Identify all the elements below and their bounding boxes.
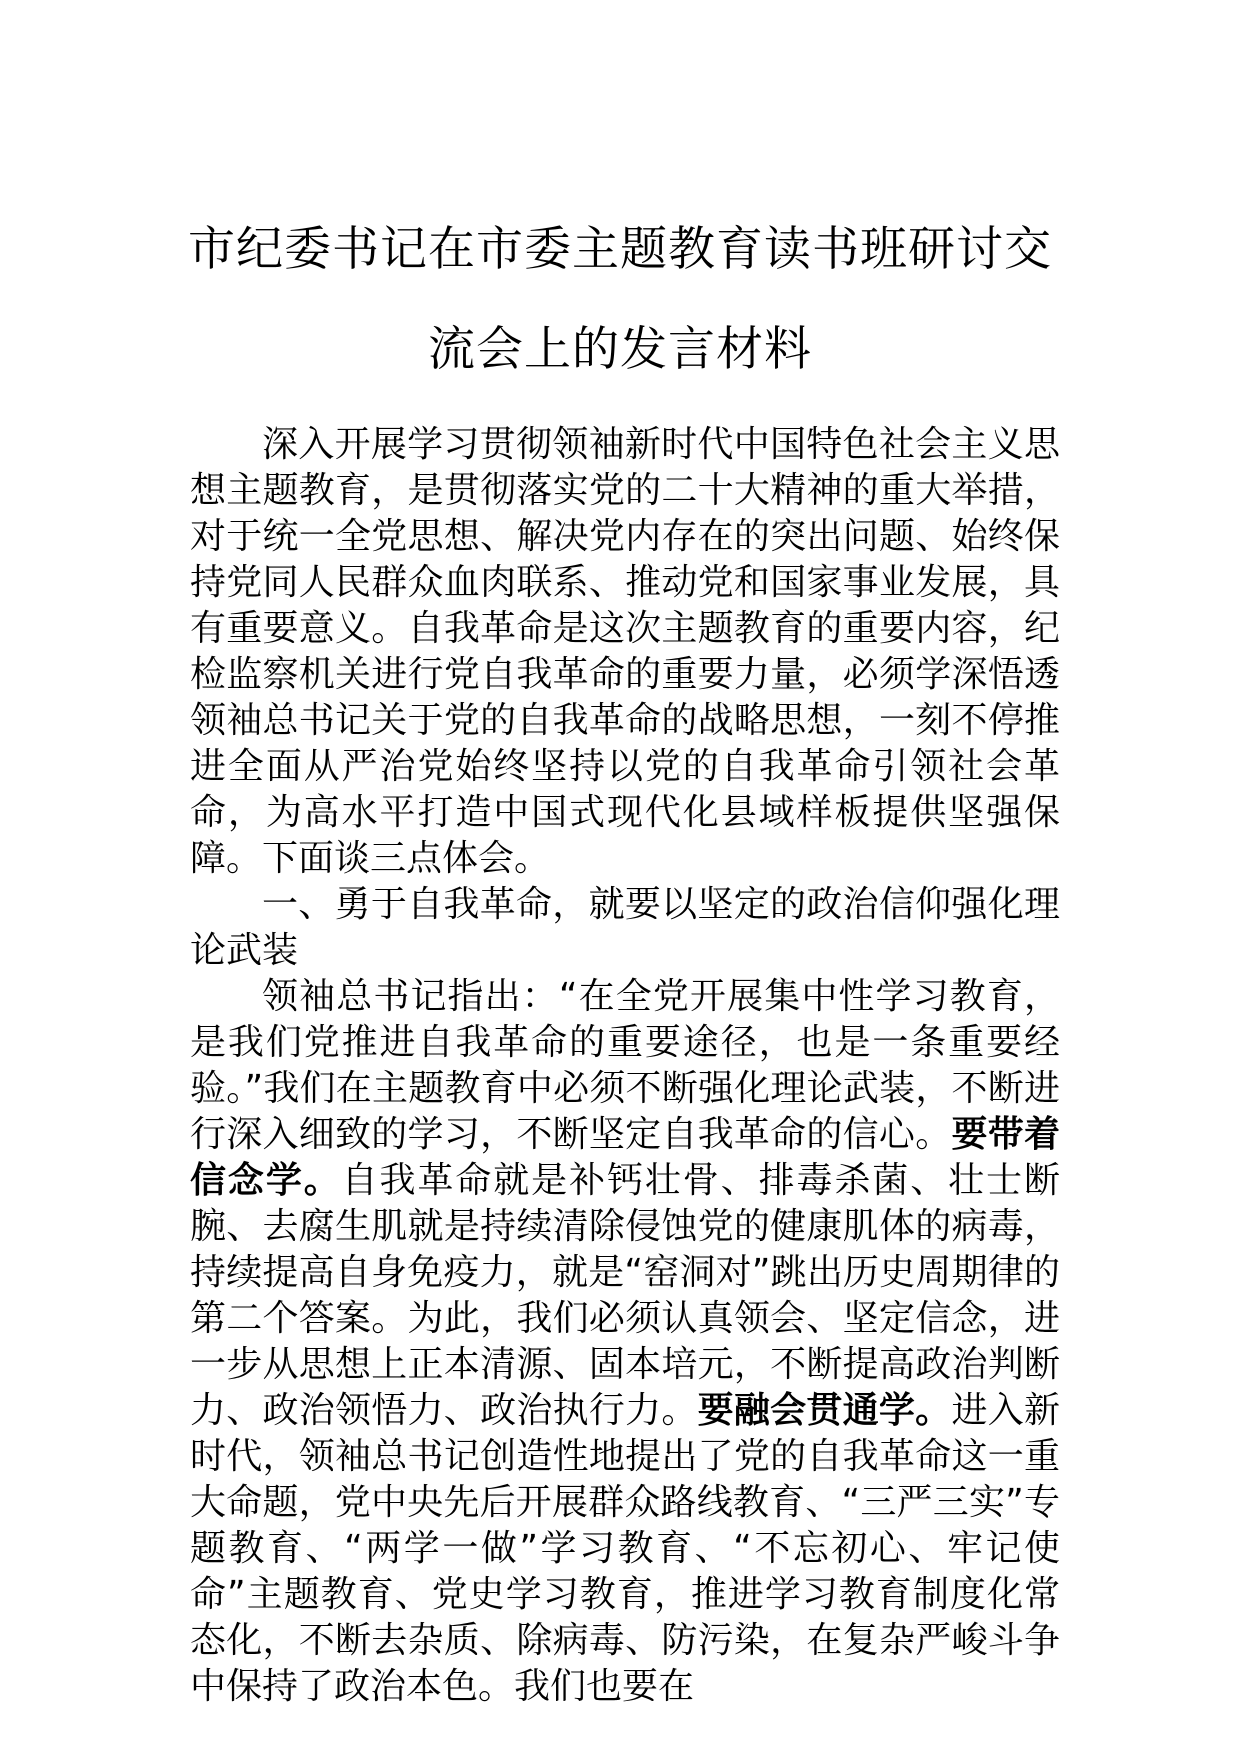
document-title (140, 200, 1100, 400)
paragraph-text: 自我革命就是补钙壮骨、排毒杀菌、壮士断腕、去腐生肌就是持续清除侵蚀党的健康肌体的病毒，持续提高自身免疫力，就是“窑洞对”跳出历史周期律的第二个答案。为此，我们必须认真领会、坚定信念，进一步从思想上正本清源、固本培元，不断提高政治判断力、政治领悟力、政治执行力。 (190, 1160, 1060, 1431)
bold-phrase: 要融会贯通学。 (697, 1390, 952, 1431)
title-line-1: 市纪委书记在市委主题教育读书班研讨交 (188, 222, 1052, 277)
bold-phrase: 要带着信念学。 (190, 1114, 1060, 1201)
document-body (190, 422, 1060, 1710)
paragraph-text: 领袖总书记指出：“在全党开展集中性学习教育，是我们党推进自我革命的重要途径，也是一条重要经验。”我们在主题教育中必须不断强化理论武装，不断进行深入细致的学习，不断坚定自我革命的信心。 (190, 976, 1060, 1155)
paragraph-section-1 (190, 974, 1060, 1710)
paragraph-intro: 深入开展学习贯彻领袖新时代中国特色社会主义思想主题教育，是贯彻落实党的二十大精神的重大举措，对于统一全党思想、解决党内存在的突出问题、始终保持党同人民群众血肉联系、推动党和国家事业发展，具有重要意义。自我革命是这次主题教育的重要内容，纪检监察机关进行党自我革命的重要力量，必须学深悟透领袖总书记关于党的自我革命的战略思想，一刻不停推进全面从严治党始终坚持以党的自我革命引领社会革命，为高水平打造中国式现代化县域样板提供坚强保障。下面谈三点体会。 (190, 424, 1060, 879)
paragraph-text: 进入新时代，领袖总书记创造性地提出了党的自我革命这一重大命题，党中央先后开展群众路线教育、“三严三实”专题教育、“两学一做”学习教育、“不忘初心、牢记使命”主题教育、党史学习教育，推进学习教育制度化常态化，不断去杂质、除病毒、防污染，在复杂严峻斗争中保持了政治本色。我们也要在 (190, 1390, 1060, 1707)
title-line-2: 流会上的发言材料 (428, 322, 812, 377)
section-heading-1: 一、勇于自我革命，就要以坚定的政治信仰强化理论武装 (190, 884, 1060, 971)
